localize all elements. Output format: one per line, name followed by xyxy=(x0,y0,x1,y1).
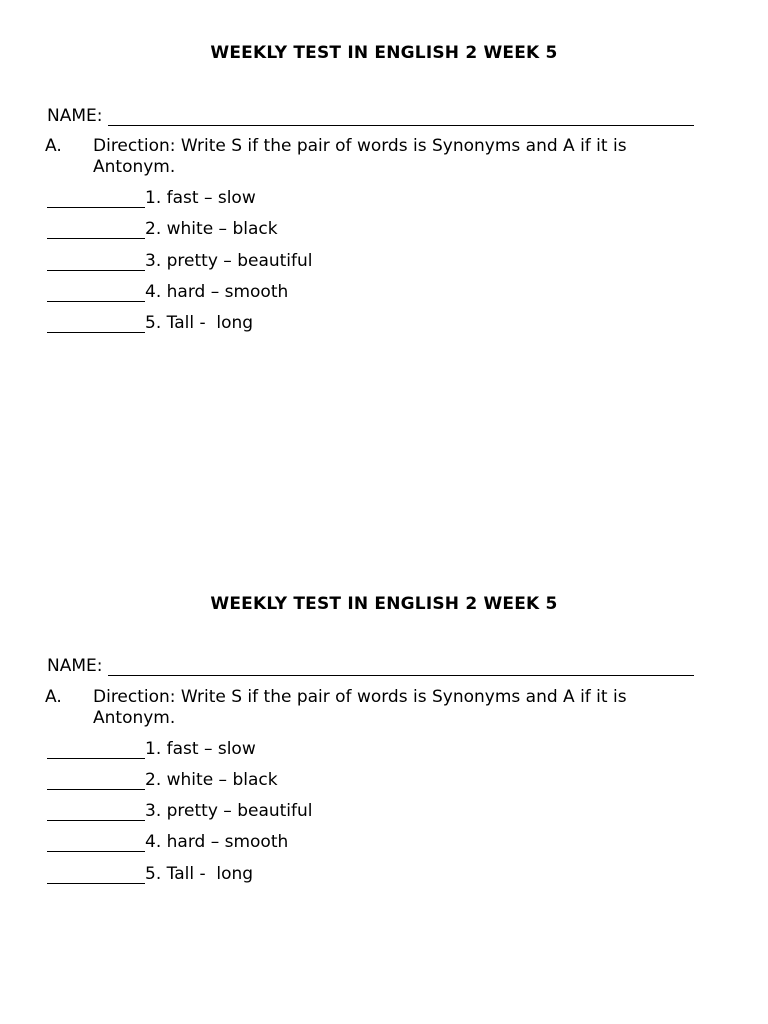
question-item xyxy=(47,219,278,239)
direction-instruction xyxy=(45,136,679,178)
name-blank-line[interactable] xyxy=(108,107,694,126)
question-text: 4. hard – smooth xyxy=(145,832,289,852)
question-item xyxy=(47,832,288,852)
answer-blank[interactable] xyxy=(47,865,145,884)
name-label: NAME: xyxy=(47,656,103,676)
answer-blank[interactable] xyxy=(47,802,145,821)
name-label: NAME: xyxy=(47,106,103,126)
question-text: 1. fast – slow xyxy=(145,739,256,759)
question-item xyxy=(47,251,313,271)
answer-blank[interactable] xyxy=(47,771,145,790)
test-title: WEEKLY TEST IN ENGLISH 2 WEEK 5 xyxy=(210,43,558,63)
direction-instruction xyxy=(45,687,679,729)
name-row xyxy=(47,106,694,126)
test-title: WEEKLY TEST IN ENGLISH 2 WEEK 5 xyxy=(210,594,558,614)
answer-blank[interactable] xyxy=(47,833,145,852)
question-text: 1. fast – slow xyxy=(145,188,256,208)
answer-blank[interactable] xyxy=(47,189,145,208)
question-text: 5. Tall - long xyxy=(145,313,254,333)
question-item xyxy=(47,864,253,884)
question-item xyxy=(47,801,313,821)
question-text: 3. pretty – beautiful xyxy=(145,801,313,821)
direction-marker: A. xyxy=(45,687,62,707)
question-item xyxy=(47,313,253,333)
name-row xyxy=(47,656,694,676)
question-item xyxy=(47,739,256,759)
answer-blank[interactable] xyxy=(47,252,145,271)
question-item xyxy=(47,188,256,208)
answer-blank[interactable] xyxy=(47,314,145,333)
direction-text: Direction: Write S if the pair of words is Synonyms and A if it is Antonym. xyxy=(93,136,627,177)
direction-text: Direction: Write S if the pair of words is Synonyms and A if it is Antonym. xyxy=(93,687,627,728)
question-item xyxy=(47,770,278,790)
answer-blank[interactable] xyxy=(47,283,145,302)
name-blank-line[interactable] xyxy=(108,657,694,676)
question-text: 2. white – black xyxy=(145,219,278,239)
question-item xyxy=(47,282,288,302)
answer-blank[interactable] xyxy=(47,220,145,239)
answer-blank[interactable] xyxy=(47,740,145,759)
question-text: 4. hard – smooth xyxy=(145,282,289,302)
question-text: 2. white – black xyxy=(145,770,278,790)
question-text: 5. Tall - long xyxy=(145,864,254,884)
direction-marker: A. xyxy=(45,136,62,156)
question-text: 3. pretty – beautiful xyxy=(145,251,313,271)
